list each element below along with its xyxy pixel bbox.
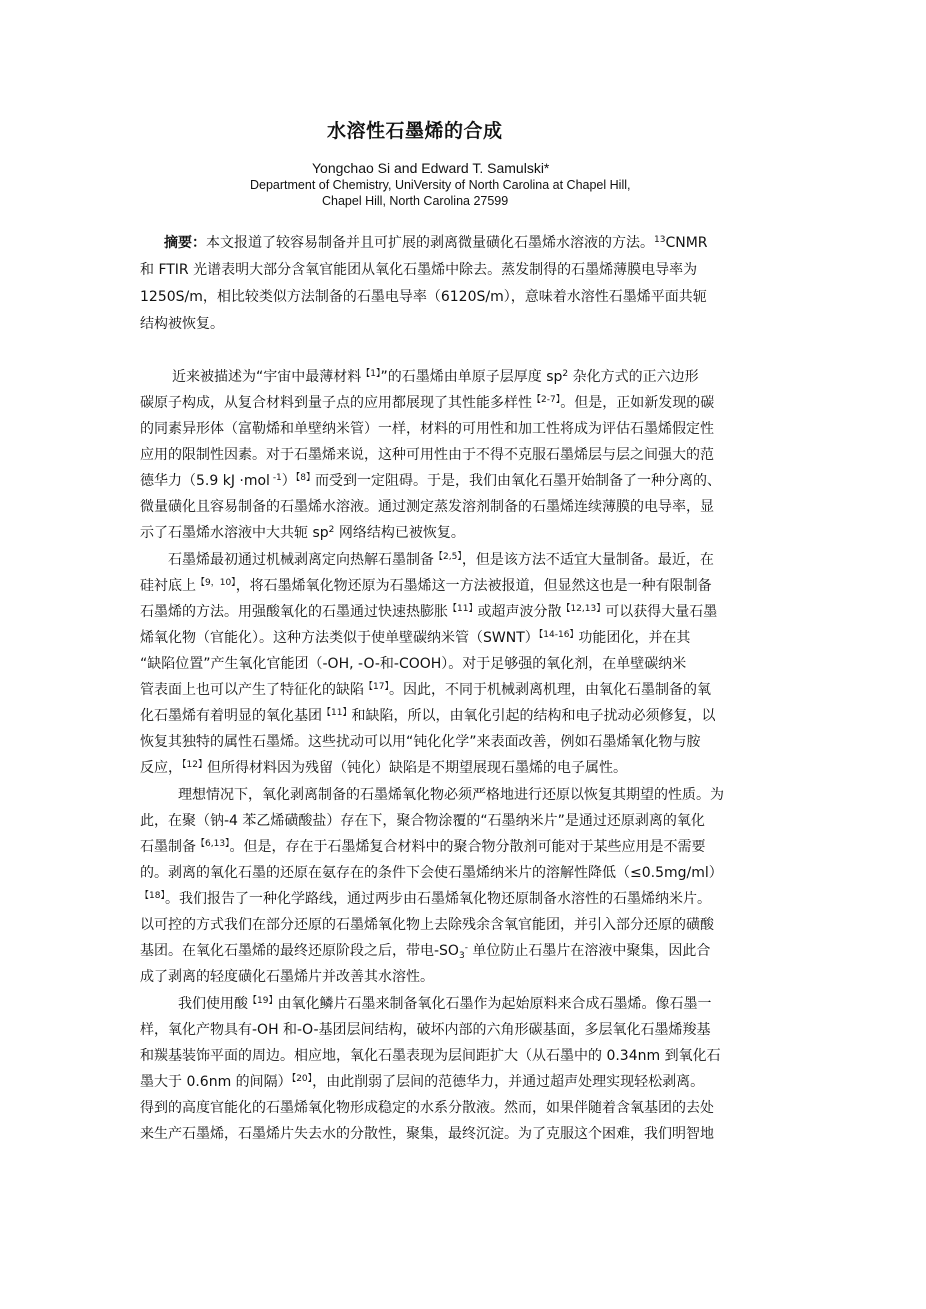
body-line xyxy=(140,577,712,595)
body-line: 得到的高度官能化的石墨烯氧化物形成稳定的水系分散液。然而，如果伴随着含氧基团的去处 xyxy=(140,1100,714,1116)
text-run: 石墨制备 xyxy=(140,839,196,855)
text-run: 碳原子构成，从复合材料到量子点的应用都展现了其性能多样性 xyxy=(140,395,532,411)
affiliation-line-2: Chapel Hill, North Carolina 27599 xyxy=(322,194,509,208)
text-run: 。因此，不同于机械剥离机理，由氧化石墨制备的氧 xyxy=(388,682,711,698)
body-line xyxy=(140,681,711,699)
text-run: 但所得材料因为残留（钝化）缺陷是不期望展现石墨烯的电子属性。 xyxy=(206,760,627,776)
document-title: 水溶性石墨烯的合成 xyxy=(327,120,503,142)
body-line: 成了剥离的轻度磺化石墨烯片并改善其水溶性。 xyxy=(140,969,434,985)
text-run: 可以获得大量石墨 xyxy=(605,604,718,620)
citation: 【8】 xyxy=(295,473,316,483)
body-line xyxy=(140,890,711,908)
text-run: 基团。在氧化石墨烯的最终还原阶段之后，带电-SO xyxy=(140,943,459,959)
text-run: ） xyxy=(281,473,296,489)
citation: 【6,13】 xyxy=(196,839,230,849)
citation: 【2,5】 xyxy=(434,552,462,562)
text-run: 。但是，存在于石墨烯复合材料中的聚合物分散剂可能对于某些应用是不需要 xyxy=(229,839,706,855)
authors: Yongchao Si and Edward T. Samulski* xyxy=(312,160,550,176)
affiliation-line-1: Department of Chemistry, UniVersity of North Carolina at Chapel Hill, xyxy=(250,178,631,192)
text-run: ，但是该方法不适宜大量制备。最近，在 xyxy=(461,552,714,568)
superscript: - xyxy=(464,943,468,953)
body-line: 样，氧化产物具有-OH 和-O-基团层间结构，破坏内部的六角形碳基面，多层氧化石墨烯羧基 xyxy=(140,1022,711,1038)
body-line xyxy=(178,995,711,1013)
text-run: 由氧化鳞片石墨来制备氧化石墨作为起始原料来合成石墨烯。像石墨一 xyxy=(277,996,712,1012)
superscript: 2 xyxy=(562,369,569,379)
abstract-line: 结构被恢复。 xyxy=(140,316,224,332)
body-line xyxy=(140,707,715,725)
body-line: “缺陷位置”产生氧化官能团（-OH, -O-和-COOH）。对于足够强的氧化剂，在单壁碳纳米 xyxy=(140,656,687,672)
text-run: 德华力（5.9 kJ ·mol xyxy=(140,473,270,489)
body-line: 和羰基装饰平面的周边。相应地，氧化石墨表现为层间距扩大（从石墨中的 0.34nm 到氧化石 xyxy=(140,1048,721,1064)
text-run: 石墨烯的方法。用强酸氧化的石墨通过快速热膨胀 xyxy=(140,604,448,620)
abstract-line: 1250S/m，相比较类似方法制备的石墨电导率（6120S/m），意味着水溶性石墨烯平面共轭 xyxy=(140,289,707,305)
text-run: 而受到一定阻碍。于是，我们由氧化石墨开始制备了一种分离的、 xyxy=(315,473,722,489)
body-line xyxy=(140,394,714,412)
text-run: 反应， xyxy=(140,760,182,776)
body-line xyxy=(140,942,710,960)
text-run: 示了石墨烯水溶液中大共轭 sp xyxy=(140,525,329,541)
text-run: 或超声波分散 xyxy=(477,604,562,620)
text-run: 硅衬底上 xyxy=(140,578,196,594)
text-run: 墨大于 0.6nm 的间隔） xyxy=(140,1074,292,1090)
body-line xyxy=(168,551,714,569)
citation: 【18】 xyxy=(140,891,165,901)
text-run: 杂化方式的正六边形 xyxy=(568,369,699,385)
body-line xyxy=(140,838,706,856)
text-run: 功能团化，并在其 xyxy=(578,630,691,646)
citation: 【12】 xyxy=(182,760,207,770)
text-run: 我们使用酸 xyxy=(178,996,248,1012)
body-line: 应用的限制性因素。对于石墨烯来说，这种可用性由于不得不克服石墨烯层与层之间强大的范 xyxy=(140,447,714,463)
text-run: 石墨烯最初通过机械剥离定向热解石墨制备 xyxy=(168,552,434,568)
citation: 【17】 xyxy=(364,682,389,692)
text-run: ，由此削弱了层间的范德华力，并通过超声处理实现轻松剥离。 xyxy=(312,1074,705,1090)
subscript: 3 xyxy=(458,951,465,961)
text-run: 和缺陷，所以，由氧化引起的结构和电子扰动必须修复，以 xyxy=(351,708,716,724)
body-line: 微量磺化且容易制备的石墨烯水溶液。通过测定蒸发溶剂制备的石墨烯连续薄膜的电导率，显 xyxy=(140,499,714,515)
body-line: 恢复其独特的属性石墨烯。这些扰动可以用“钝化化学”来表面改善，例如石墨烯氧化物与胺 xyxy=(140,734,701,750)
abstract-text: 本文报道了较容易制备并且可扩展的剥离微量磺化石墨烯水溶液的方法。 xyxy=(206,235,654,251)
body-line xyxy=(140,759,627,777)
abstract-label: 摘要： xyxy=(164,235,206,251)
superscript: 13 xyxy=(654,235,666,245)
body-line: 以可控的方式我们在部分还原的石墨烯氧化物上去除残余含氧官能团，并引入部分还原的磺酸 xyxy=(140,917,714,933)
body-line: 来生产石墨烯，石墨烯片失去水的分散性，聚集，最终沉淀。为了克服这个困难，我们明智地 xyxy=(140,1126,714,1142)
citation: 【1】 xyxy=(361,369,381,379)
citation: 【20】 xyxy=(291,1074,313,1084)
citation: 【11】 xyxy=(448,604,478,614)
citation: 【19】 xyxy=(248,996,278,1006)
body-line: 此，在聚（钠-4 苯乙烯磺酸盐）存在下，聚合物涂覆的“石墨纳米片”是通过还原剥离的氧化 xyxy=(140,813,705,829)
abstract-line: 和 FTIR 光谱表明大部分含氧官能团从氧化石墨烯中除去。蒸发制得的石墨烯薄膜电导率为 xyxy=(140,262,698,278)
text-run: 。我们报告了一种化学路线，通过两步由石墨烯氧化物还原制备水溶性的石墨烯纳米片。 xyxy=(164,891,711,907)
body-line xyxy=(140,629,690,647)
body-line: 理想情况下，氧化剥离制备的石墨烯氧化物必须严格地进行还原以恢复其期望的性质。为 xyxy=(178,787,724,803)
citation: 【11】 xyxy=(322,708,352,718)
citation: 【2-7】 xyxy=(532,395,561,405)
body-line xyxy=(140,1073,704,1091)
text-run: 管表面上也可以产生了特征化的缺陷 xyxy=(140,682,364,698)
body-line: 的同素异形体（富勒烯和单壁纳米管）一样，材料的可用性和加工性将成为评估石墨烯假定性 xyxy=(140,421,714,437)
abstract-line xyxy=(164,234,708,252)
superscript: -1 xyxy=(269,473,282,483)
body-line xyxy=(140,603,717,621)
citation: 【12,13】 xyxy=(561,604,606,614)
body-line: 的。剥离的氧化石墨的还原在氨存在的条件下会使石墨烯纳米片的溶解性降低（≤0.5mg/ml） xyxy=(140,865,723,881)
text-run: 网络结构已被恢复。 xyxy=(334,525,465,541)
superscript: 2 xyxy=(328,525,335,535)
text-run: 。但是，正如新发现的碳 xyxy=(560,395,715,411)
body-line xyxy=(140,524,465,542)
text-run: 烯氧化物（官能化）。这种方法类似于使单壁碳纳米管（SWNT） xyxy=(140,630,539,646)
body-line xyxy=(140,472,721,490)
body-line xyxy=(172,368,699,386)
text-run: ，将石墨烯氧化物还原为石墨烯这一方法被报道，但显然这也是一种有限制备 xyxy=(235,578,712,594)
text-run: 化石墨烯有着明显的氧化基团 xyxy=(140,708,322,724)
abstract-text: CNMR xyxy=(665,235,708,251)
citation: 【14-16】 xyxy=(538,630,579,640)
text-run: 近来被描述为“宇宙中最薄材料 xyxy=(172,369,362,385)
citation: 【9，10】 xyxy=(196,578,236,588)
text-run: 单位防止石墨片在溶液中聚集，因此合 xyxy=(467,943,711,959)
text-run: ”的石墨烯由单原子层厚度 sp xyxy=(380,369,563,385)
